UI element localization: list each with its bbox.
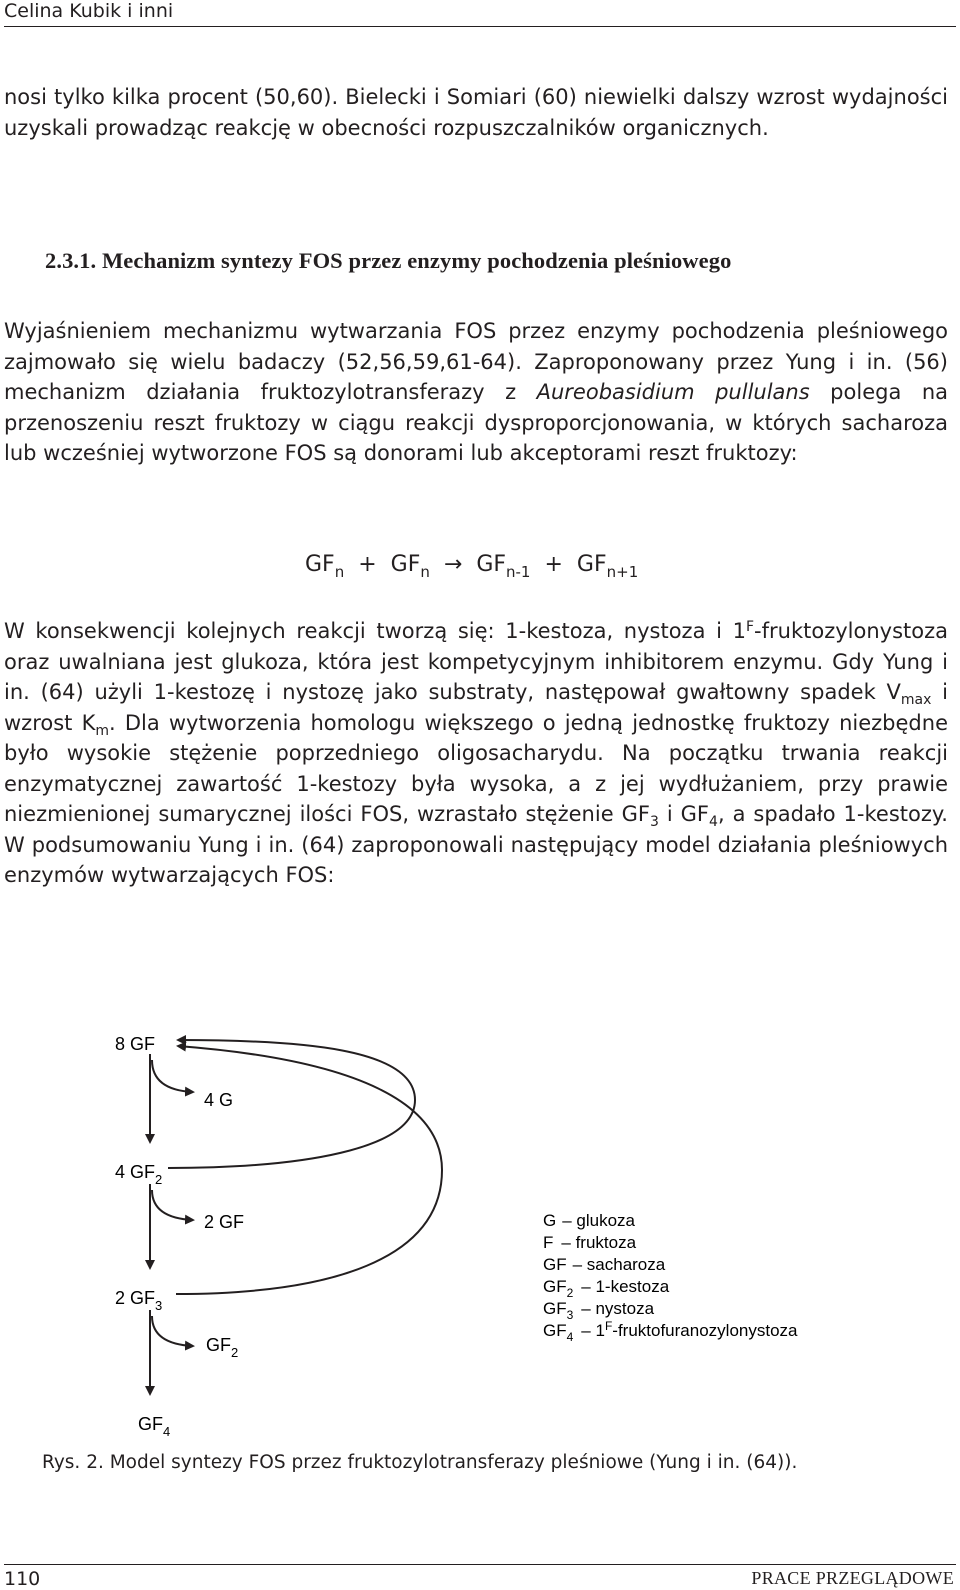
legend-gf: GF – sacharoza [543, 1255, 666, 1274]
eq-term-3: $GF_{n-1}$ [476, 552, 531, 581]
legend-g: G – glukoza [543, 1211, 636, 1230]
eq-term-2: $GF_n$ [390, 552, 430, 581]
superscript-f: F [745, 619, 755, 635]
section-heading [45, 248, 731, 274]
node-8gf: 8 GF [115, 1034, 156, 1054]
paragraph-1 [4, 316, 948, 469]
legend-gf3: $GF_3$ – nystoza [543, 1299, 655, 1322]
legend-gf2: $GF_2$ – 1-kestoza [543, 1277, 670, 1300]
running-header [4, 0, 956, 27]
legend-gf4: $GF_4$ – $1^F$-fruktofuranozylonystoza [543, 1319, 798, 1344]
section-title: Mechanizm syntezy FOS przez enzymy pochodzenia pleśniowego [101, 248, 732, 273]
legend [543, 1211, 798, 1344]
page-number: 110 [4, 1568, 41, 1590]
release-arrow-1 [152, 1060, 193, 1092]
released-2gf: 2 GF [204, 1212, 245, 1232]
figure-caption: Rys. 2. Model syntezy FOS przez fruktozylotransferazy pleśniowe (Yung i in. (64)). [42, 1452, 798, 1473]
eq-term-4: $GF_{n+1}$ [576, 552, 639, 581]
released-gf2: $GF_2$ [206, 1335, 239, 1360]
feedback-loop-2 [176, 1046, 442, 1294]
running-head: Celina Kubik i inni [4, 0, 174, 22]
species-name: Aureobasidium pullulans [536, 380, 810, 404]
reaction-equation [305, 552, 639, 581]
paragraph-2: W konsekwencji kolejnych reakcji tworzą się: 1-kestoza, nystoza i $1^F$-fruktozylonystoza oraz uwalniana jest glukoza, która jest kompetycyjnym inhibitorem enzymu. Gdy Yung i in. (64) użyli 1-kestozę i nystozę jako substraty, następował gwałtowny spadek $V_{max}$ i wzrost $K_m$. Dla wytworzenia homologu większego o jedną jednostkę fruktozy niezbędne było wysokie stężenie poprzedniego oligosacharydu. Na początku trwania reakcji enzymatycznej zawartość 1-kestozy była wysoka, a z jej wydłużaniem, przy prawie niezmienionej sumarycznej ilości FOS, wzrastało stężenie $GF_3$ i $GF_4$, a spadało 1-kestozy. W podsumowaniu Yung i in. (64) zaproponowali następujący model działania pleśniowych enzymów wytwarzających FOS: [4, 619, 948, 887]
section-number: 2.3.1. [45, 248, 97, 273]
footer-rule [4, 1564, 956, 1565]
released-4g: 4 G [204, 1090, 234, 1110]
journal-section: PRACE PRZEGLĄDOWE [751, 1568, 954, 1588]
release-arrow-2 [152, 1190, 193, 1220]
release-arrow-3 [152, 1316, 193, 1346]
eq-plus-2: + [544, 552, 563, 577]
intro-paragraph: nosi tylko kilka procent (50,60). Bielecki i Somiari (60) niewielki dalszy wzrost wydajności uzyskali prowadząc reakcję w obecności rozpuszczalników organicznych. [4, 85, 948, 140]
fos-synthesis-diagram [0, 1020, 960, 1440]
eq-term-1: $GF_n$ [305, 552, 345, 581]
node-gf4: $GF_4$ [138, 1414, 171, 1439]
eq-arrow: → [443, 552, 463, 577]
paragraph-1-part2: polega na przenoszeniu reszt fruktozy w ciągu reakcji dysproporcjonowania, w których sacharoza lub wcześniej wytworzone FOS są donorami lub akceptorami reszt fruktozy: [4, 380, 948, 465]
eq-plus-1: + [358, 552, 377, 577]
node-2gf3: 2 $GF_3$ [115, 1288, 163, 1313]
legend-f: F – fruktoza [543, 1233, 637, 1252]
paragraph-1-part1: Wyjaśnieniem mechanizmu wytwarzania FOS przez enzymy pochodzenia pleśniowego zajmowało się wielu badaczy (52,56,59,61-64). Zaproponowany przez Yung i in. (56) mechanizm działania fruktozylotransferazy z [4, 319, 948, 404]
node-4gf2: 4 $GF_2$ [115, 1162, 163, 1187]
